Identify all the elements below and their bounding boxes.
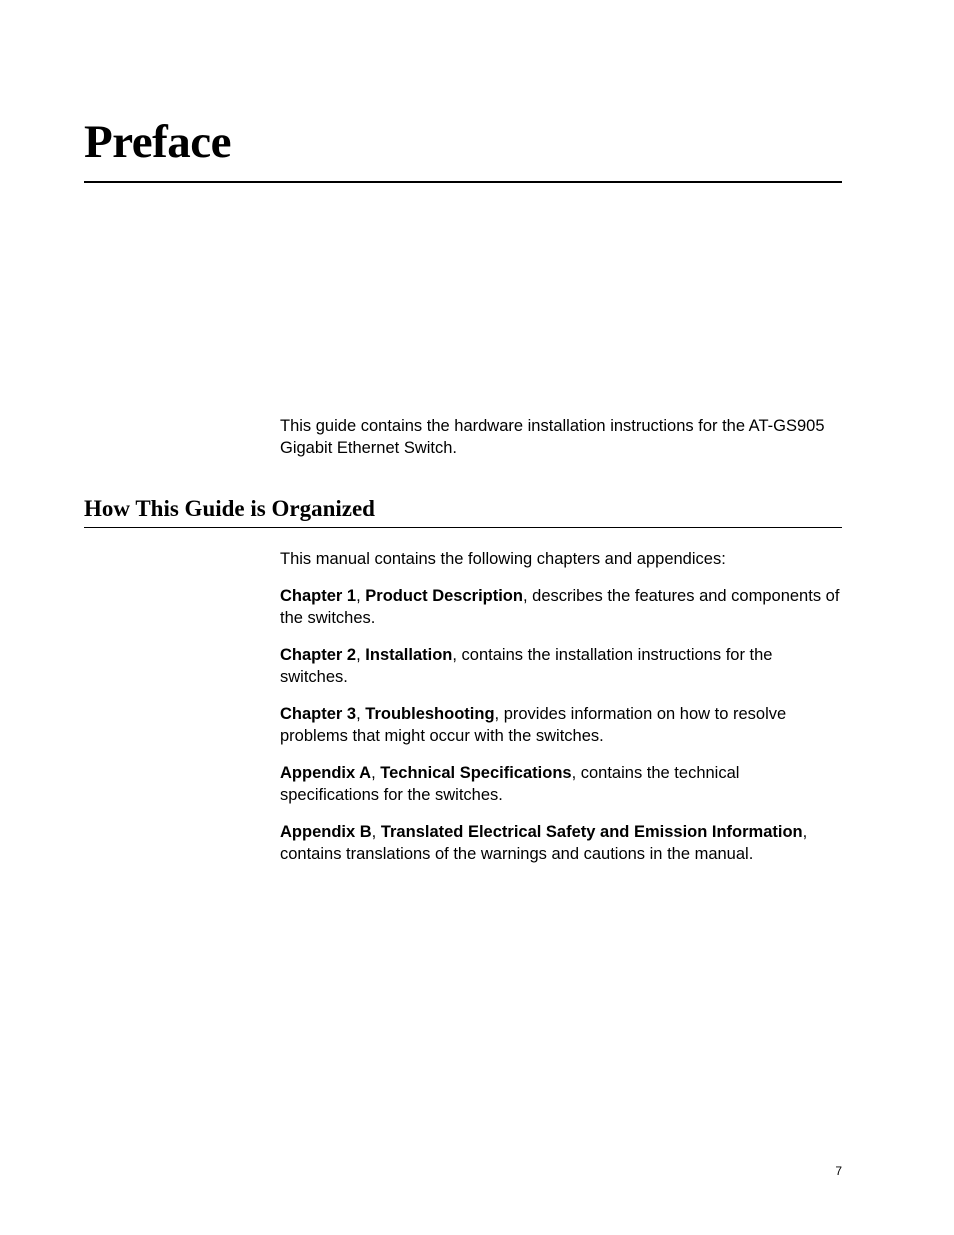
- list-item: [280, 703, 842, 747]
- section-lead: This manual contains the following chapters and appendices:: [280, 550, 726, 568]
- item-label: Chapter 2: [280, 646, 357, 664]
- item-description: , provides information on how to resolve problems that might occur with the switches.: [280, 705, 787, 745]
- item-description: , contains the installation instructions for the switches.: [280, 646, 773, 686]
- item-separator: ,: [356, 646, 366, 664]
- item-label: Appendix A: [280, 764, 372, 782]
- item-label: Chapter 3: [280, 705, 357, 723]
- item-name: Troubleshooting: [365, 705, 495, 723]
- item-label: Appendix B: [280, 823, 372, 841]
- title-divider: [84, 181, 842, 183]
- item-name: Installation: [365, 646, 453, 664]
- item-name: Translated Electrical Safety and Emission Information: [380, 823, 803, 841]
- list-item: [280, 762, 842, 806]
- page-number: 7: [835, 1164, 842, 1178]
- section-heading: How This Guide is Organized: [84, 496, 375, 521]
- section-body: [280, 548, 842, 880]
- item-description: , describes the features and components of the switches.: [280, 587, 840, 627]
- item-name: Technical Specifications: [380, 764, 572, 782]
- section-divider: [84, 527, 842, 528]
- item-separator: ,: [371, 764, 381, 782]
- item-label: Chapter 1: [280, 587, 357, 605]
- intro-paragraph: This guide contains the hardware installation instructions for the AT-GS905 Gigabit Ethernet Switch.: [280, 417, 825, 457]
- item-description: , contains translations of the warnings and cautions in the manual.: [280, 823, 808, 863]
- item-separator: ,: [356, 587, 366, 605]
- item-description: , contains the technical specifications for the switches.: [280, 764, 740, 804]
- list-item: [280, 644, 842, 688]
- list-item: [280, 821, 842, 865]
- list-item: [280, 585, 842, 629]
- item-separator: ,: [371, 823, 381, 841]
- page-title: Preface: [84, 116, 231, 168]
- item-name: Product Description: [365, 587, 523, 605]
- item-separator: ,: [356, 705, 366, 723]
